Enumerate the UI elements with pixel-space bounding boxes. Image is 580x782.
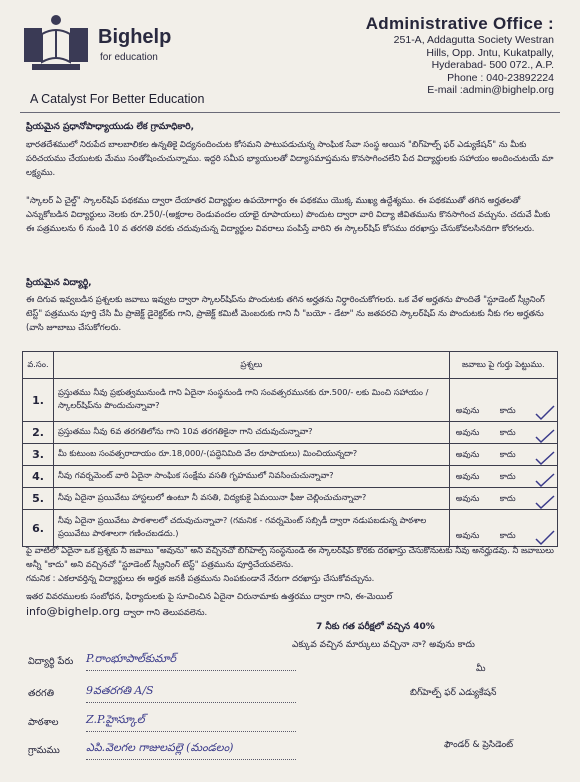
eligibility-table — [22, 351, 558, 547]
question-text: మీ కుటుంబ సంవత్సరాదాయం రూ.18,000/-(పద్దెనిమిది వేల రూపాయలు) మించియున్నదా? — [53, 444, 449, 466]
no-option[interactable]: కాదు — [499, 449, 516, 459]
yes-option[interactable]: అవును — [455, 427, 480, 437]
question-text: నీవు ఏదైనా ప్రయివేటు పాఠశాలలో చదువుచున్నావా? (గమనిక - గవర్నమెంట్ సబ్సిడీ ద్వారా నడుపబడున్న పాఠశాల ప్రయివేటు పాఠశాలగా గణించబడదు.) — [53, 510, 449, 547]
attention-note: గమనిక : ఎకలావర్తిన్న విద్యార్థులు ఈ అర్హత జనకీ పత్రమును నింపకుండానే నేరుగా దరఖాస్తు చేసుకోవచ్చును. — [26, 573, 375, 583]
row-number: 6. — [23, 510, 54, 547]
question-text: నీవు గవర్నమెంట్ వారి ఏదైనా సాంఘిక సంక్షేమ వసతి గృహములో నివసించుచున్నావా? — [53, 466, 449, 488]
no-option[interactable]: కాదు — [499, 493, 516, 503]
checkmark-icon — [535, 451, 555, 465]
village-value[interactable]: ఎపి.వెలగల గాజులపల్లె (మండలం) — [86, 741, 234, 754]
student-name-value[interactable]: P.రాంభూపాల్‌కుమార్ — [86, 652, 177, 665]
sign-org: బిగ్‌హెల్ప్ ఫర్ ఎడ్యుకేషన్ — [410, 688, 497, 698]
answer-cell — [449, 510, 557, 547]
email-tail: ద్వారా గాని తెలుపవలెను. — [123, 607, 208, 617]
office-phone: Phone : 040-23892224 — [447, 71, 554, 84]
row-number: 1. — [23, 379, 54, 422]
question-text: నీవు ఏదైనా ప్రయివేటు హాస్టలులో ఉంటూ నీ వసతి, విద్యకుకై ఏమయినా ఫీజు చెల్లించుచున్నావా? — [53, 488, 449, 510]
table-row — [23, 488, 558, 510]
table-row — [23, 510, 558, 547]
no-option[interactable]: కాదు — [499, 471, 516, 481]
row-number: 2. — [23, 422, 54, 444]
checkmark-icon — [535, 473, 555, 487]
school-label: పాఠశాల — [28, 717, 59, 728]
checkmark-icon — [535, 405, 555, 421]
office-line: 251-A, Addagutta Society Westran — [393, 34, 554, 46]
village-label: గ్రామము — [28, 745, 60, 756]
col-answer: జవాబు పై గుర్తు పెట్టుము. — [449, 352, 557, 379]
instructions-paragraph: ఈ దిగువ ఇవ్వబడిన ప్రశ్నలకు జవాబు ఇవ్వుట ద్వారా స్కాలర్‌షిప్‌ను పొందుటకు తగిన అర్హతను నిర్ధారించుకోగలరు. ఒక వేళ అర్హతను పొందితే "స్టూడెంట్ స్క్రీనింగ్ టెస్ట్" పత్రమును పూర్తి చేసి మీ ప్రాజెక్ట్ డైరెక్టర్‌కు గాని, ప్రాజెక్ట్ కమిటీ మెంబరుకు గాని నీ "బయో - డేటా" ను జతపరచి స్కాలర్‌షిప్ ను పొందుటకు నీకు గల అర్హతను (వాసి జూబాబు చేసుకోగలరు. — [26, 294, 545, 332]
field-line — [86, 730, 296, 732]
answer-cell — [449, 488, 557, 510]
answer-cell — [449, 444, 557, 466]
intro-paragraph: భారతదేశములో నిరుపేద బాలబాలికల ఉన్నతికై విద్యనందించుట కోసమని పాటుపడుచున్న సాంఘిక సేవా సంస్థ అయిన "బిగ్‌హెల్ప్ ఫర్ ఎడ్యుకేషన్" ను మీకు పరిచయము చేయుటకు మేము సంతోషించుచున్నాము. ఇద్దరి సమీప భ్యాయులతో విద్యాసమాప్తమను కొనసాగించలేని పేద విద్యార్థులకు సహాయం అందించుటయే మా లక్ష్యము. — [26, 139, 554, 177]
row-number: 4. — [23, 466, 54, 488]
field-line — [86, 758, 296, 760]
contact-note: ఇతర వివరములకు సంబోధన, ఫిర్యాదులకు పై సూచించిన ఏదైనా చిరునామాకు ఉత్తరము ద్వారా గాని, ఈ-మెయిల్ — [26, 591, 393, 601]
no-option[interactable]: కాదు — [499, 530, 516, 540]
answer-cell — [449, 379, 557, 422]
checkmark-icon — [535, 429, 555, 443]
table-row — [23, 422, 558, 444]
answer-cell — [449, 466, 557, 488]
col-serial: వ.సం. — [23, 352, 54, 379]
school-value[interactable]: Z.P.హైస్కూల్ — [86, 713, 145, 726]
checkmark-icon — [535, 495, 555, 509]
student-name-label: విద్యార్థి పేరు — [28, 656, 74, 667]
office-line: Hills, Opp. Jntu, Kukatpally, — [426, 46, 554, 59]
no-option[interactable]: కాదు — [499, 427, 516, 437]
table-header-row — [23, 352, 558, 379]
scheme-paragraph: "స్కాలర్ ఏ చైల్డ్" స్కాలర్‌షిప్ పథకము ద్వారా దేయాతర విద్యార్థుల ఉపయోగార్థం ఈ పథకము యొక్క ముఖ్య ఉద్దేశ్యము. ఈ పథకముతో తగిన అర్హతలతో ఎన్నుకోబడిన విద్యార్థులు నెలకు రూ.250/-(అక్షరాల రెండువందల యాభై రూపాయలు) పొందుట ద్వారా వారి విద్యా జీవితమును కొనసాగించ వచ్చును. చదువే మీకు ఈ పత్రములను 6 నుండి 10 వ తరగతి వరకు చదువుచున్న విద్యార్థుల వివరాలు పంపిస్తే వారిని ఈ స్కాలర్‌షిప్ కోసము దరఖాస్తు చేసుకోవలసినదిగా కోరగలరు. — [26, 195, 551, 233]
sign-yours: మీ — [476, 664, 486, 674]
yes-option[interactable]: అవును — [455, 471, 480, 481]
row-number: 3. — [23, 444, 54, 466]
office-email: E-mail :admin@bighelp.org — [427, 84, 554, 96]
handwritten-marks-note: 7 నీకు గత పరీక్షలో వచ్చిన 40% — [316, 622, 435, 632]
marks-question: ఎక్కువ వచ్చిన మార్కులు వచ్చినా నా? అవును కాదు — [292, 640, 475, 650]
yes-option[interactable]: అవును — [455, 493, 480, 503]
office-address-block — [366, 14, 554, 97]
table-row — [23, 379, 558, 422]
row-number: 5. — [23, 488, 54, 510]
email-link[interactable]: info@bighelp.org — [26, 605, 120, 618]
brand-subtitle: for education — [100, 52, 158, 63]
brand-name: Bighelp — [98, 26, 172, 48]
answer-cell — [449, 422, 557, 444]
table-row — [23, 444, 558, 466]
contact-email-line — [26, 605, 556, 619]
header-divider — [20, 112, 560, 113]
question-text: ప్రస్తుతము నీవు ప్రభుత్వమునుండి గాని ఏదైనా సంస్థనుండి గాని సంవత్సరమునకు రూ.500/- లకు మించి సహాయం / స్కాలర్‌షిప్‌ను పొందుచున్నావా? — [53, 379, 449, 422]
office-title: Administrative Office : — [365, 14, 554, 33]
yes-option[interactable]: అవును — [455, 449, 480, 459]
field-line — [86, 701, 296, 703]
field-line — [86, 669, 296, 671]
no-option[interactable]: కాదు — [499, 405, 516, 415]
class-value[interactable]: 9వతరగతి A/S — [86, 684, 154, 697]
sign-title: ఫౌండర్ & ప్రెసిడెంట్ — [444, 740, 514, 750]
col-questions: ప్రశ్నలు — [53, 352, 449, 379]
salutation: ప్రియమైన ప్రధానోపాధ్యాయుడు లేక గ్రామాధికారి, — [26, 122, 195, 132]
office-line: Hyderabad- 500 072., A.P. — [431, 59, 554, 71]
table-row — [23, 466, 558, 488]
class-label: తరగతి — [28, 688, 54, 699]
yes-option[interactable]: అవును — [455, 405, 480, 415]
yes-option[interactable]: అవును — [455, 530, 480, 540]
eligibility-note: పై వాటిలో ఏదైనా ఒక ప్రశ్నకు నీ జవాబు "అవును" అని వచ్చినచో బిగ్‌హెల్ప్ సంస్థనుండి ఈ స్కాలర్‌షిప్ కొరకు దరఖాస్తు చేసుకొనుటకు నీవు అనర్హుడవు. నీ జవాబులు అన్నీ "కాదు" అని వచ్చినచో "స్టూడెంట్ స్క్రీనింగ్ టెస్ట్" పత్రమును పూర్తిచేయవలెను. — [26, 545, 554, 569]
question-text: ప్రస్తుతము నీవు 6వ తరగతిలోను గాని 10వ తరగతికైనా గాని చదువుచున్నావా? — [53, 422, 449, 444]
student-greeting: ప్రియమైన విద్యార్థి, — [26, 278, 92, 288]
bighelp-logo-icon — [22, 14, 90, 74]
tagline: A Catalyst For Better Education — [30, 92, 205, 106]
